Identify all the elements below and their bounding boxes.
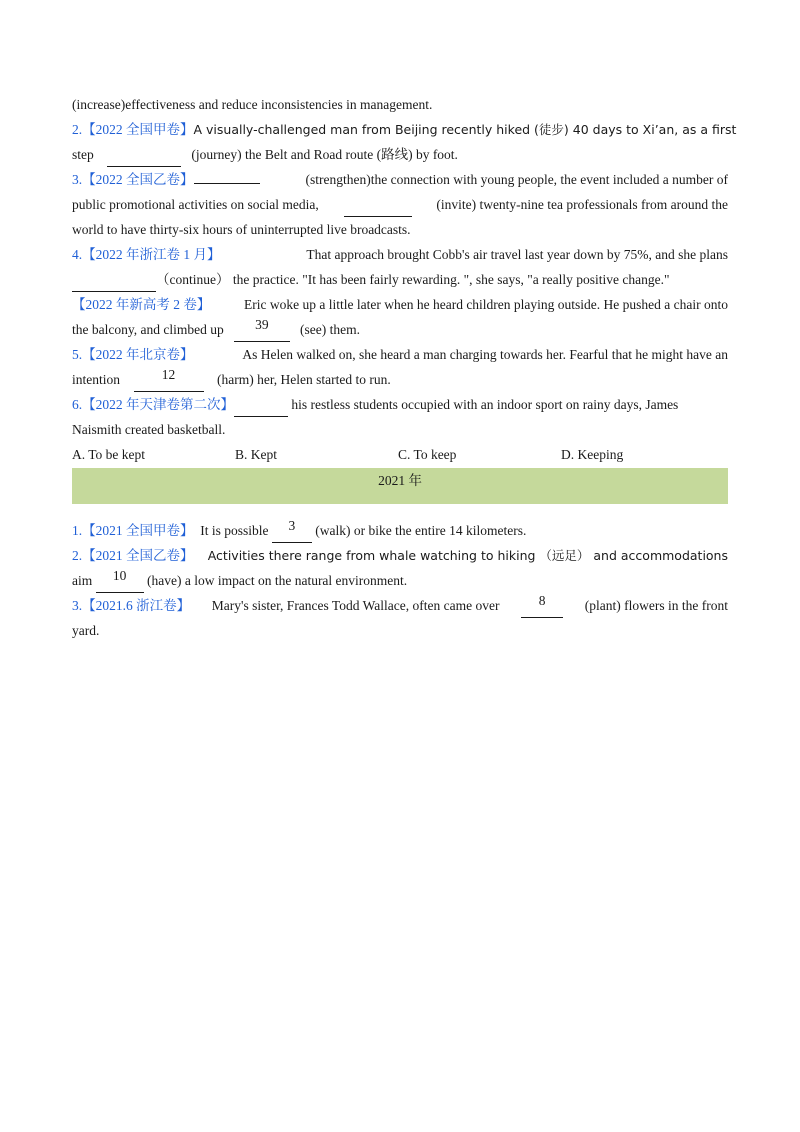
q2-line2 bbox=[72, 142, 728, 167]
q1-tail-text: (increase)effectiveness and reduce inconsistencies in management. bbox=[72, 97, 433, 112]
r3-text1b: (plant) flowers in the front bbox=[584, 598, 728, 613]
r1-number: 1. bbox=[72, 523, 83, 538]
q5-text2a: intention bbox=[72, 372, 120, 387]
section-title: 2021 年 bbox=[378, 473, 422, 488]
q5-line2 bbox=[72, 367, 728, 392]
r3-line1 bbox=[72, 593, 728, 618]
q5-text1: As Helen walked on, she heard a man charging towards her. Fearful that he might have an bbox=[242, 347, 728, 362]
q6-line2 bbox=[72, 417, 728, 442]
q5-line1 bbox=[72, 342, 728, 367]
q4-text1: That approach brought Cobb's air travel last year down by 75%, and she plans bbox=[306, 247, 728, 262]
r3-line2 bbox=[72, 618, 728, 643]
q3-text3: world to have thirty-six hours of uninterrupted live broadcasts. bbox=[72, 222, 411, 237]
q4-line1 bbox=[72, 242, 728, 267]
r1-source: 【2021 全国甲卷】 bbox=[82, 523, 194, 538]
r3-source: 【2021.6 浙江卷】 bbox=[82, 598, 191, 613]
q4-text2: （continue） the practice. "It has been fairly rewarding. ", she says, "a really positive change." bbox=[156, 272, 670, 287]
q4b-line2 bbox=[72, 317, 728, 342]
q3-line2 bbox=[72, 192, 728, 217]
r2-text1: Activities there range from whale watching to hiking （远足） and accommodations bbox=[207, 548, 728, 563]
q4-blank[interactable] bbox=[72, 267, 156, 292]
q6-text2: Naismith created basketball. bbox=[72, 422, 226, 437]
r2-number: 2. bbox=[72, 548, 83, 563]
r3-text2: yard. bbox=[72, 623, 100, 638]
r2-line1 bbox=[72, 543, 728, 568]
r1-text1b: (walk) or bike the entire 14 kilometers. bbox=[315, 523, 527, 538]
q4-source: 【2022 年浙江卷 1 月】 bbox=[82, 247, 221, 262]
q2-text2a: step bbox=[72, 147, 94, 162]
r1-line1 bbox=[72, 518, 728, 543]
q2-number: 2. bbox=[72, 122, 83, 137]
r2-text2a: aim bbox=[72, 573, 93, 588]
q4b-text2a: the balcony, and climbed up bbox=[72, 322, 224, 337]
q2-text1: A visually-challenged man from Beijing recently hiked (徒步) 40 days to Xi’an, as a first bbox=[193, 122, 737, 137]
r1-blank[interactable]: 3 bbox=[272, 518, 312, 543]
q3-source: 【2022 全国乙卷】 bbox=[82, 172, 194, 187]
q6-option-c[interactable]: C. To keep bbox=[398, 447, 457, 462]
q6-blank[interactable] bbox=[234, 392, 288, 417]
q4-line2 bbox=[72, 267, 728, 292]
q6-source: 【2022 年天津卷第二次】 bbox=[82, 397, 234, 412]
q6-option-d[interactable]: D. Keeping bbox=[561, 447, 624, 462]
q5-blank[interactable]: 12 bbox=[134, 367, 204, 392]
q4b-source: 【2022 年新高考 2 卷】 bbox=[72, 297, 211, 312]
q6-option-b[interactable]: B. Kept bbox=[235, 447, 277, 462]
r2-source: 【2021 全国乙卷】 bbox=[82, 548, 194, 563]
q3-number: 3. bbox=[72, 172, 83, 187]
q2-source: 【2022 全国甲卷】 bbox=[82, 122, 194, 137]
q2-text2b: (journey) the Belt and Road route (路线) by foot. bbox=[191, 147, 458, 162]
q3-blank2[interactable] bbox=[344, 192, 412, 217]
q4b-line1 bbox=[72, 292, 728, 317]
q3-line3 bbox=[72, 217, 728, 242]
q6-options bbox=[72, 442, 728, 467]
r3-number: 3. bbox=[72, 598, 83, 613]
question-list-2021 bbox=[72, 518, 728, 643]
q6-number: 6. bbox=[72, 397, 83, 412]
q5-source: 【2022 年北京卷】 bbox=[82, 347, 194, 362]
q6-line1 bbox=[72, 392, 728, 417]
q2-line1 bbox=[72, 117, 737, 142]
section-banner-2021 bbox=[72, 468, 728, 504]
r2-blank[interactable]: 10 bbox=[96, 568, 144, 593]
q4b-text2b: (see) them. bbox=[299, 322, 360, 337]
r3-text1a: Mary's sister, Frances Todd Wallace, often came over bbox=[211, 598, 500, 613]
q5-text2b: (harm) her, Helen started to run. bbox=[217, 372, 391, 387]
q3-text2b: (invite) twenty-nine tea professionals from around the bbox=[436, 197, 728, 212]
q4b-text1: Eric woke up a little later when he heard children playing outside. He pushed a chair onto bbox=[244, 297, 728, 312]
q2-blank[interactable] bbox=[107, 142, 181, 167]
q5-number: 5. bbox=[72, 347, 83, 362]
q6-option-a[interactable]: A. To be kept bbox=[72, 447, 146, 462]
r3-blank[interactable]: 8 bbox=[521, 593, 563, 618]
q3-line1 bbox=[72, 167, 728, 192]
r2-text2b: (have) a low impact on the natural environment. bbox=[147, 573, 408, 588]
question-list bbox=[72, 92, 737, 467]
q4-number: 4. bbox=[72, 247, 83, 262]
q3-text2a: public promotional activities on social media, bbox=[72, 197, 319, 212]
q4b-blank[interactable]: 39 bbox=[234, 317, 290, 342]
q1-tail bbox=[72, 92, 728, 117]
r2-line2 bbox=[72, 568, 728, 593]
q3-text1: (strengthen)the connection with young people, the event included a number of bbox=[305, 172, 728, 187]
q3-blank1[interactable] bbox=[194, 183, 260, 184]
q6-text1: his restless students occupied with an indoor sport on rainy days, James bbox=[291, 397, 679, 412]
r1-text1a: It is possible bbox=[200, 523, 269, 538]
